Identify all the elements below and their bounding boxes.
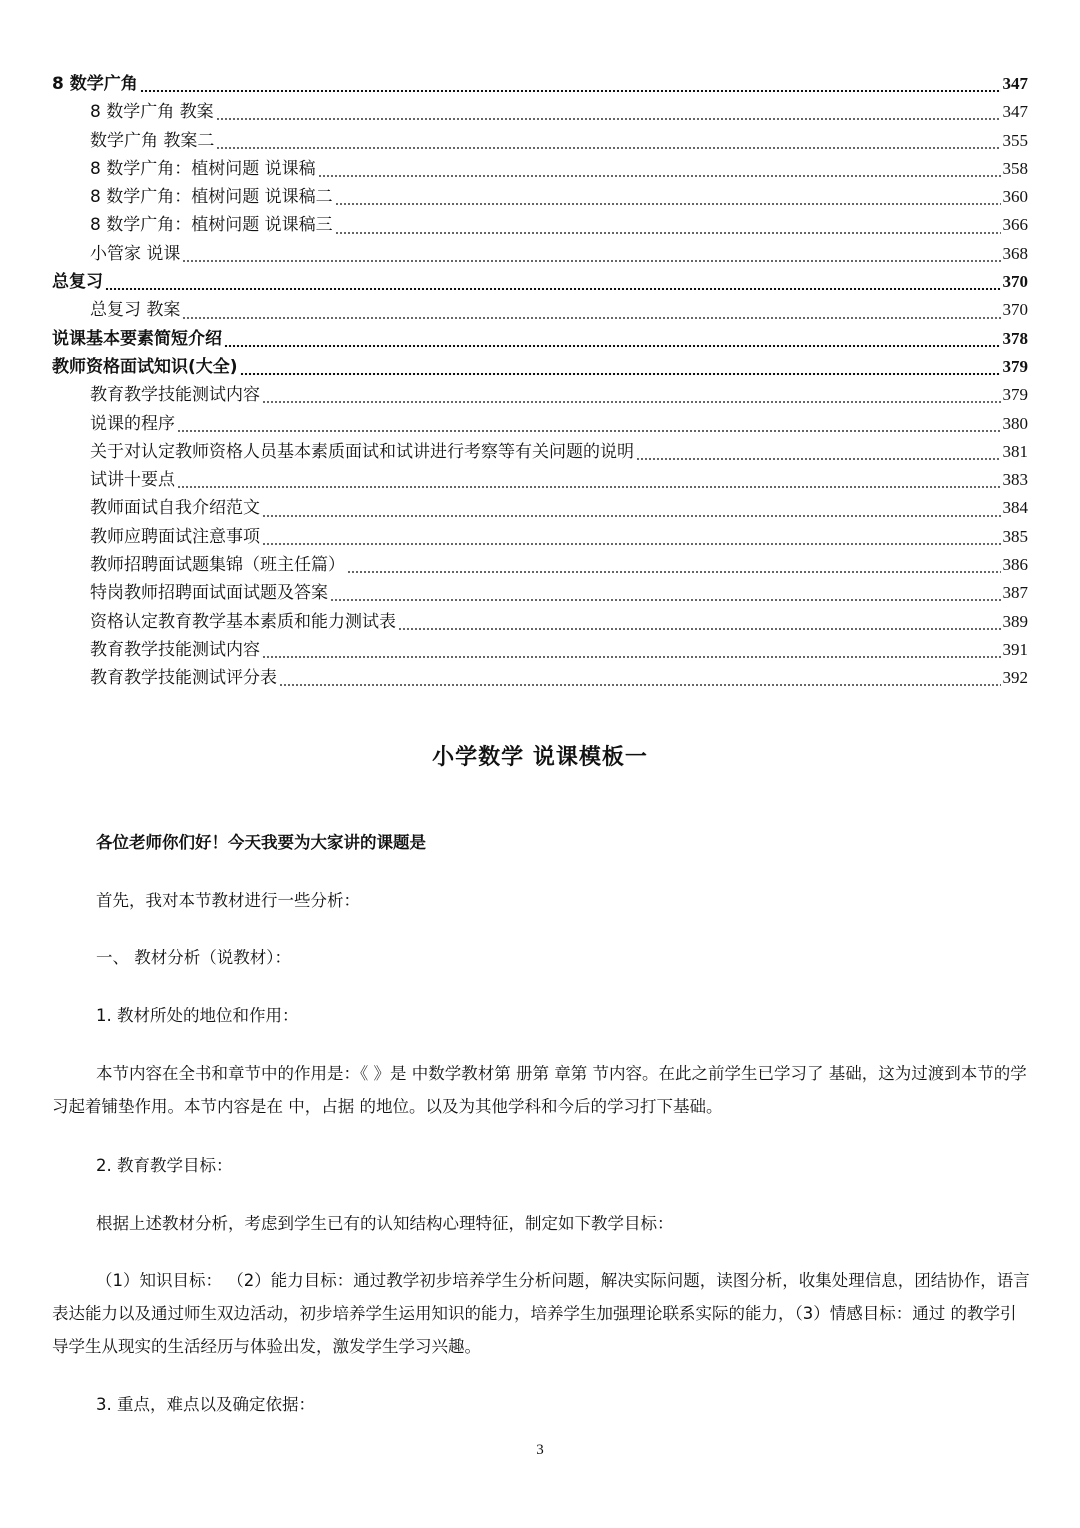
- toc-dot-leader: [262, 656, 1001, 658]
- toc-entry[interactable]: [52, 353, 1028, 381]
- toc-entry[interactable]: [52, 155, 1028, 183]
- toc-entry-title: 小管家 说课: [90, 243, 181, 264]
- toc-entry[interactable]: [52, 268, 1028, 296]
- toc-dot-leader: [262, 515, 1001, 517]
- document-title: 小学数学 说课模板一: [432, 745, 648, 770]
- toc-entry-page: 379: [1002, 356, 1028, 376]
- intro-paragraph: 首先，我对本节教材进行一些分析：: [96, 891, 360, 910]
- toc-dot-leader: [140, 90, 1001, 92]
- toc-entry[interactable]: [52, 296, 1028, 324]
- toc-entry-page: 355: [1002, 130, 1028, 150]
- toc-entry-page: 358: [1002, 158, 1028, 178]
- toc-entry-page: 370: [1002, 300, 1028, 320]
- toc-entry-page: 384: [1002, 498, 1028, 518]
- toc-entry-page: 347: [1002, 74, 1028, 93]
- toc-dot-leader: [335, 203, 1001, 205]
- toc-entry-page: 368: [1002, 243, 1028, 263]
- toc-entry-title: 试讲十要点: [90, 470, 175, 491]
- toc-entry[interactable]: [52, 438, 1028, 466]
- toc-entry[interactable]: [52, 608, 1028, 636]
- toc-entry-page: 386: [1002, 555, 1028, 575]
- toc-dot-leader: [224, 345, 1001, 347]
- toc-entry-page: 370: [1002, 272, 1028, 292]
- toc-entry-page: 381: [1002, 441, 1028, 461]
- toc-entry-page: 380: [1002, 413, 1028, 433]
- toc-dot-leader: [216, 147, 1000, 149]
- toc-entry[interactable]: [52, 636, 1028, 664]
- toc-entry-page: 383: [1002, 470, 1028, 490]
- toc-entry[interactable]: [52, 551, 1028, 579]
- toc-entry[interactable]: [52, 325, 1028, 353]
- toc-entry[interactable]: [52, 98, 1028, 126]
- toc-entry-title: 教师面试自我介绍范文: [90, 498, 260, 519]
- toc-entry-page: 379: [1002, 385, 1028, 405]
- toc-entry-title: 总复习: [52, 272, 103, 293]
- toc-dot-leader: [177, 486, 1001, 488]
- greeting-paragraph: 各位老师你们好！今天我要为大家讲的课题是: [96, 833, 426, 852]
- toc-dot-leader: [177, 430, 1001, 432]
- toc-dot-leader: [262, 543, 1001, 545]
- toc-entry-page: 366: [1002, 215, 1028, 235]
- toc-entry-page: 391: [1002, 639, 1028, 659]
- toc-entry-page: 360: [1002, 187, 1028, 207]
- toc-entry-title: 说课基本要素简短介绍: [52, 328, 222, 349]
- toc-entry-page: 392: [1002, 668, 1028, 688]
- toc-dot-leader: [318, 175, 1001, 177]
- toc-entry[interactable]: [52, 240, 1028, 268]
- toc-entry[interactable]: [52, 70, 1028, 98]
- toc-entry-page: 378: [1002, 328, 1028, 348]
- item-heading: 2. 教育教学目标：: [96, 1156, 233, 1175]
- toc-entry[interactable]: [52, 664, 1028, 692]
- toc-entry-title: 教育教学技能测试内容: [90, 639, 260, 660]
- toc-dot-leader: [335, 232, 1001, 234]
- toc-entry-title: 教师应聘面试注意事项: [90, 526, 260, 547]
- toc-dot-leader: [262, 401, 1001, 403]
- toc-dot-leader: [216, 118, 1001, 120]
- toc-entry[interactable]: [52, 494, 1028, 522]
- toc-entry-title: 数学广角 教案二: [90, 130, 215, 151]
- toc-dot-leader: [105, 288, 1001, 290]
- toc-entry-page: 387: [1002, 583, 1028, 603]
- toc-entry-page: 385: [1002, 526, 1028, 546]
- toc-entry-title: 总复习 教案: [90, 300, 181, 321]
- table-of-contents: [52, 70, 1028, 693]
- section-heading: 一、 教材分析（说教材）：: [96, 948, 291, 967]
- toc-entry-title: 教师资格面试知识(大全): [52, 356, 238, 377]
- toc-entry-title: 8 数学广角 教案: [90, 102, 214, 123]
- toc-entry-title: 8 数学广角：植树问题 说课稿: [90, 158, 316, 179]
- toc-entry[interactable]: [52, 410, 1028, 438]
- toc-entry[interactable]: [52, 381, 1028, 409]
- toc-entry-title: 8 数学广角：植树问题 说课稿三: [90, 215, 333, 236]
- toc-entry-title: 特岗教师招聘面试面试题及答案: [90, 583, 328, 604]
- item-heading: 1. 教材所处的地位和作用：: [96, 1006, 299, 1025]
- toc-dot-leader: [182, 317, 1000, 319]
- goals-paragraph: （1）知识目标： （2）能力目标：通过教学初步培养学生分析问题，解决实际问题，读图分析，收集处理信息，团结协作，语言表达能力以及通过师生双边活动，初步培养学生运用知识的能力，培养学生加强理论联系实际的能力，（3）情感目标：通过 的教学引导学生从现实的生活经历与体验出发，激发学生学习兴趣。: [52, 1271, 1030, 1356]
- toc-dot-leader: [279, 684, 1001, 686]
- page-number: 3: [536, 1442, 544, 1458]
- toc-entry-title: 资格认定教育教学基本素质和能力测试表: [90, 611, 396, 632]
- toc-entry[interactable]: [52, 466, 1028, 494]
- body-paragraph: 根据上述教材分析，考虑到学生已有的认知结构心理特征，制定如下教学目标：: [96, 1214, 674, 1233]
- toc-dot-leader: [240, 373, 1001, 375]
- toc-dot-leader: [347, 571, 1001, 573]
- toc-dot-leader: [636, 458, 1001, 460]
- toc-entry-title: 8 数学广角: [52, 74, 138, 94]
- toc-entry-title: 教育教学技能测试评分表: [90, 668, 277, 689]
- toc-entry[interactable]: [52, 579, 1028, 607]
- toc-entry[interactable]: [52, 127, 1028, 155]
- toc-entry-title: 教育教学技能测试内容: [90, 385, 260, 406]
- body-paragraph: 本节内容在全书和章节中的作用是：《 》是 中数学教材第 册第 章第 节内容。在此之前学生已学习了 基础，这为过渡到本节的学习起着铺垫作用。本节内容是在 中，占据 的地位。以及为其他学科和今后的学习打下基础。: [52, 1064, 1027, 1116]
- toc-entry[interactable]: [52, 183, 1028, 211]
- toc-dot-leader: [330, 599, 1001, 601]
- toc-dot-leader: [398, 628, 1001, 630]
- toc-entry-title: 教师招聘面试题集锦（班主任篇）: [90, 555, 345, 576]
- toc-entry-title: 8 数学广角：植树问题 说课稿二: [90, 187, 333, 208]
- toc-entry-title: 说课的程序: [90, 413, 175, 434]
- toc-dot-leader: [182, 260, 1000, 262]
- toc-entry[interactable]: [52, 523, 1028, 551]
- toc-entry-page: 389: [1002, 611, 1028, 631]
- toc-entry-page: 347: [1002, 102, 1028, 122]
- item-heading: 3. 重点，难点以及确定依据：: [96, 1395, 315, 1414]
- toc-entry-title: 关于对认定教师资格人员基本素质面试和试讲进行考察等有关问题的说明: [90, 441, 634, 462]
- toc-entry[interactable]: [52, 211, 1028, 239]
